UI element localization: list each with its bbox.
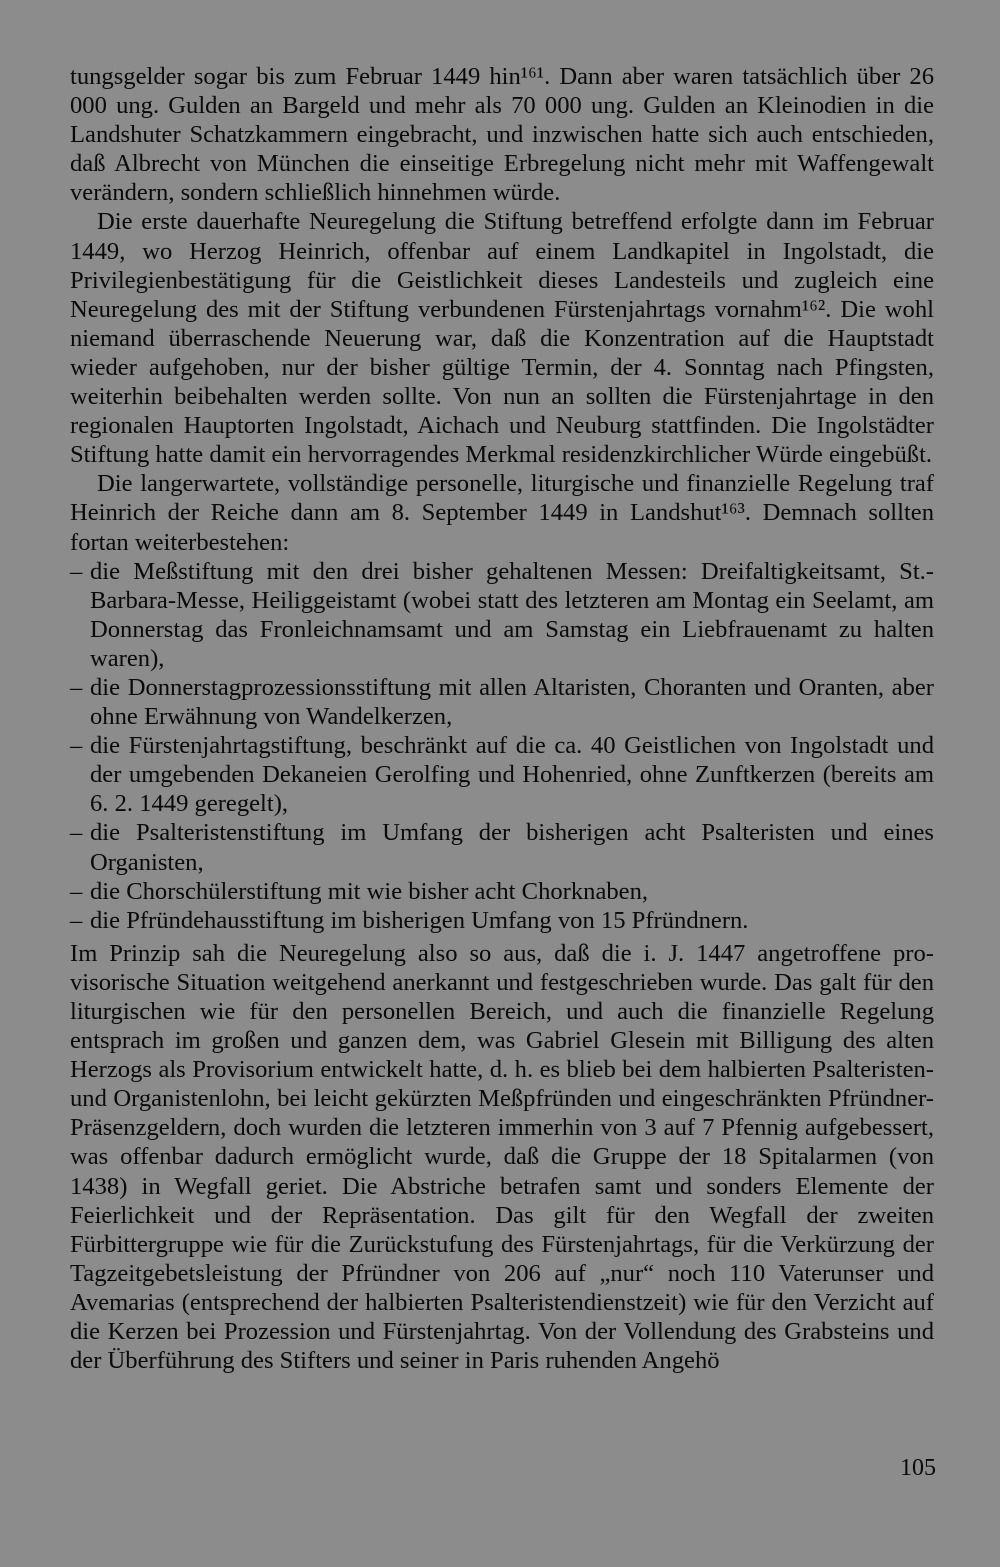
list-item-text: die Meßstiftung mit den drei bisher gehaltenen Messen: Dreifaltigkeitsamt, St.-Barbara-Messe, Heiliggeistamt (wobei statt des letzteren am Montag ein Seelamt, am Donnerstag das Fronleichnamsamt und am Samstag ein Liebfrauenamt zu halten waren), bbox=[90, 557, 934, 672]
list-item bbox=[70, 557, 934, 673]
list-item-text: die Pfründehausstiftung im bisherigen Umfang von 15 Pfründnern. bbox=[90, 906, 749, 934]
list-item-text: die Fürstenjahrtagstiftung, beschränkt auf die ca. 40 Geistlichen von Ingolstadt und der umgebenden Dekaneien Gerolfing und Hohenried, ohne Zunftkerzen (bereits am 6. 2. 1449 geregelt), bbox=[90, 732, 934, 818]
list-item bbox=[70, 877, 934, 906]
list-item bbox=[70, 906, 934, 935]
paragraph-neuregelung-1449: Die erste dauerhafte Neuregelung die Stiftung betreffend erfolgte dann im Februar 1449, wo Herzog Heinrich, offenbar auf einem Landkapitel in Ingolstadt, die Privilegienbestätigung für die Geistlichkeit dieses Landesteils und zugleich eine Neuregelung des mit der Stiftung verbundenen Fürstenjahrtags vornahm¹⁶². Die wohl niemand überraschende Neuerung war, daß die Konzentration auf die Hauptstadt wieder aufgehoben, nur der bisher gültige Termin, der 4. Sonntag nach Pfingsten, weiterhin beibehalten werden sollte. Von nun an sollten die Fürstenjahrtage in den regionalen Hauptorten Ingolstadt, Aichach und Neuburg stattfinden. Die Ingolstädter Stiftung hatte damit ein hervorragendes Merkmal residenzkirchlicher Würde eingebüßt. bbox=[70, 208, 934, 469]
list-dash: – bbox=[70, 819, 83, 847]
list-dash: – bbox=[70, 732, 83, 760]
paragraph-continuation: tungsgelder sogar bis zum Februar 1449 hin¹⁶¹. Dann aber waren tatsächlich über 26 000 ung. Gulden an Bargeld und mehr als 70 000 ung. Gulden an Kleinodien in die Landshuter Schatzkammern eingebracht, und inzwischen hatte sich auch entschieden, daß Albrecht von München die einseitige Erbregelung nicht mehr mit Waffengewalt verändern, sondern schließlich hinnehmen würde. bbox=[70, 63, 934, 207]
list-dash: – bbox=[70, 557, 83, 585]
list-item-text: die Psalteristenstiftung im Umfang der bisherigen acht Psalteristen und eines Organisten, bbox=[90, 819, 934, 876]
page-number: 105 bbox=[900, 1455, 936, 1481]
list-dash: – bbox=[70, 906, 83, 934]
list-item bbox=[70, 731, 934, 818]
list-item-text: die Donnerstagprozessionsstiftung mit allen Altaristen, Choranten und Oranten, aber ohne Erwähnung von Wandelkerzen, bbox=[90, 673, 934, 731]
list-item-text: die Chorschülerstiftung mit wie bisher acht Chorknaben, bbox=[90, 877, 649, 905]
paragraph-regelung-september: Die langerwartete, vollständige personelle, liturgische und finanzielle Regelung traf Heinrich der Reiche dann am 8. September 1449 in Landshut¹⁶³. Demnach sollten fortan weiterbestehen: bbox=[70, 470, 934, 556]
list-item bbox=[70, 818, 934, 876]
list-dash: – bbox=[70, 877, 83, 905]
list-item bbox=[70, 673, 934, 731]
page-body bbox=[70, 62, 934, 1375]
paragraph-im-prinzip: Im Prinzip sah die Neuregelung also so aus, daß die i. J. 1447 angetroffene provisorische Situation weitgehend anerkannt und festgeschrieben wurde. Das galt für den liturgischen wie für den personellen Bereich, und auch die finanzielle Regelung entsprach im großen und ganzen dem, was Gabriel Glesein mit Billigung des alten Herzogs als Provisorium entwickelt hatte, d. h. es blieb bei dem halbierten Psalteristen- und Organistenlohn, bei leicht gekürzten Meßpfründen und eingeschränkten Pfründner-Präsenzgeldern, doch wurden die letzteren immerhin von 3 auf 7 Pfennig aufgebessert, was offenbar dadurch ermöglicht wurde, daß die Gruppe der 18 Spitalarmen (von 1438) in Wegfall geriet. Die Abstriche betrafen samt und sonders Elemente der Feierlichkeit und der Repräsentation. Das gilt für den Wegfall der zweiten Fürbittergruppe wie für die Zurückstufung des Fürstenjahrtags, für die Verkürzung der Tagzeitgebetsleistung der Pfründner von 206 auf „nur“ noch 110 Vaterunser und Avemarias (entsprechend der halbierten Psalteristendienstzeit) wie für den Verzicht auf die Kerzen bei Prozession und Fürstenjahrtag. Von der Vollendung des Grabsteins und der Überführung des Stifters und seiner in Paris ruhenden Angehö bbox=[70, 939, 934, 1375]
foundation-list bbox=[70, 557, 934, 935]
list-dash: – bbox=[70, 673, 83, 701]
